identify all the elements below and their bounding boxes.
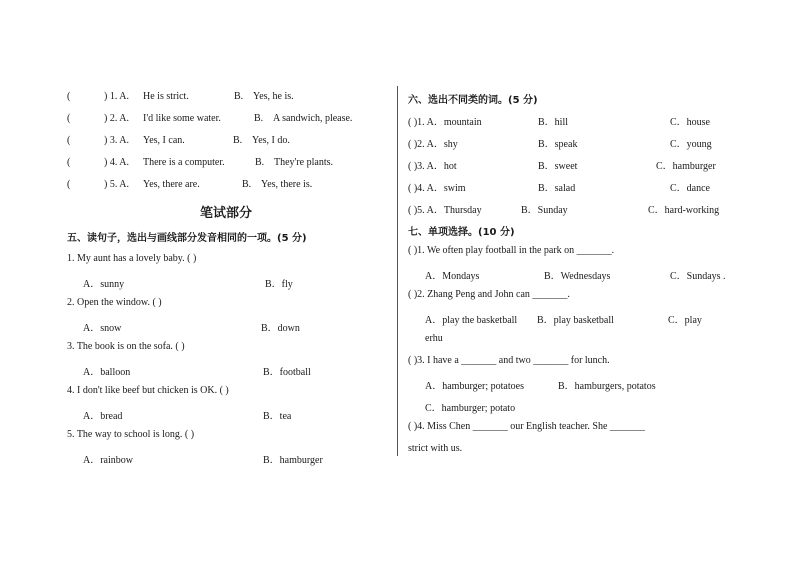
sec5-q4-a: A．bread: [83, 411, 123, 422]
sec5-q5-b: B．hamburger: [263, 455, 323, 466]
sec7-q4-cont: strict with us.: [408, 443, 463, 454]
sec6-q1: ( )1. A．mountain: [408, 117, 482, 128]
section6-title: 六、选出不同类的词。(5 分): [408, 95, 538, 106]
sec6-q1-b: B．hill: [538, 117, 569, 128]
sec7-q2-c: C．play: [668, 315, 702, 326]
sec5-q1-a: A．sunny: [83, 279, 125, 290]
listen-q3: ( ) 3. A. Yes, I can. B. Yes, I do.: [67, 135, 290, 146]
sec7-q3-c: C．hamburger; potato: [425, 403, 516, 414]
listen-q2: ( ) 2. A. I'd like some water. B. A sandwich, please.: [67, 113, 353, 124]
sec5-q1-b: B．fly: [265, 279, 293, 290]
sec6-q5: ( )5. A．Thursday: [408, 205, 482, 216]
sec6-q3: ( )3. A．hot: [408, 161, 457, 172]
sec7-q1-a: A．Mondays: [425, 271, 480, 282]
sec7-q3-a: A．hamburger; potatoes: [425, 381, 524, 392]
sec7-q4: ( )4. Miss Chen _______ our English teacher. She _______: [408, 421, 645, 432]
written-section-title: 笔试部分: [200, 206, 253, 221]
sec7-q3: ( )3. I have a _______ and two _______ for lunch.: [408, 355, 610, 366]
listen-q5: ( ) 5. A. Yes, there are. B. Yes, there is.: [67, 179, 313, 190]
sec6-q2-c: C．young: [670, 139, 712, 150]
sec5-q2-a: A．snow: [83, 323, 122, 334]
sec5-q3: 3. The book is on the sofa. ( ): [67, 341, 185, 352]
sec7-q2-b: B．play basketball: [537, 315, 614, 326]
section7-title: 七、单项选择。(10 分): [408, 227, 515, 238]
sec5-q4-b: B．tea: [263, 411, 292, 422]
sec5-q5: 5. The way to school is long. ( ): [67, 429, 195, 440]
section5-title: 五、读句子，选出与画线部分发音相同的一项。(5 分): [67, 233, 307, 244]
sec7-q1-b: B．Wednesdays: [544, 271, 611, 282]
sec7-q1-c: C．Sundays .: [670, 271, 726, 282]
column-divider: [397, 86, 398, 456]
sec5-q5-a: A．rainbow: [83, 455, 133, 466]
sec7-q1: ( )1. We often play football in the park on _______.: [408, 245, 615, 256]
sec6-q2: ( )2. A．shy: [408, 139, 458, 150]
listen-q1: ( ) 1. A. He is strict. B. Yes, he is.: [67, 91, 294, 102]
sec6-q5-b: B．Sunday: [521, 205, 568, 216]
sec6-q2-b: B．speak: [538, 139, 578, 150]
sec5-q3-a: A．balloon: [83, 367, 131, 378]
sec5-q4: 4. I don't like beef but chicken is OK. ( ): [67, 385, 229, 396]
sec7-q2-c-cont: erhu: [425, 333, 443, 344]
sec7-q2: ( )2. Zhang Peng and John can _______.: [408, 289, 570, 300]
sec6-q4-c: C．dance: [670, 183, 710, 194]
sec5-q2-b: B．down: [261, 323, 300, 334]
sec7-q2-a: A．play the basketball: [425, 315, 518, 326]
sec7-q3-b: B．hamburgers, potatos: [558, 381, 656, 392]
sec5-q3-b: B．football: [263, 367, 311, 378]
sec6-q4: ( )4. A．swim: [408, 183, 466, 194]
sec5-q2: 2. Open the window. ( ): [67, 297, 162, 308]
sec5-q1: 1. My aunt has a lovely baby. ( ): [67, 253, 197, 264]
sec6-q1-c: C．house: [670, 117, 710, 128]
sec6-q3-b: B．sweet: [538, 161, 578, 172]
sec6-q4-b: B．salad: [538, 183, 576, 194]
listen-q4: ( ) 4. A. There is a computer. B. They're plants.: [67, 157, 334, 168]
sec6-q3-c: C．hamburger: [656, 161, 716, 172]
sec6-q5-c: C．hard-working: [648, 205, 720, 216]
